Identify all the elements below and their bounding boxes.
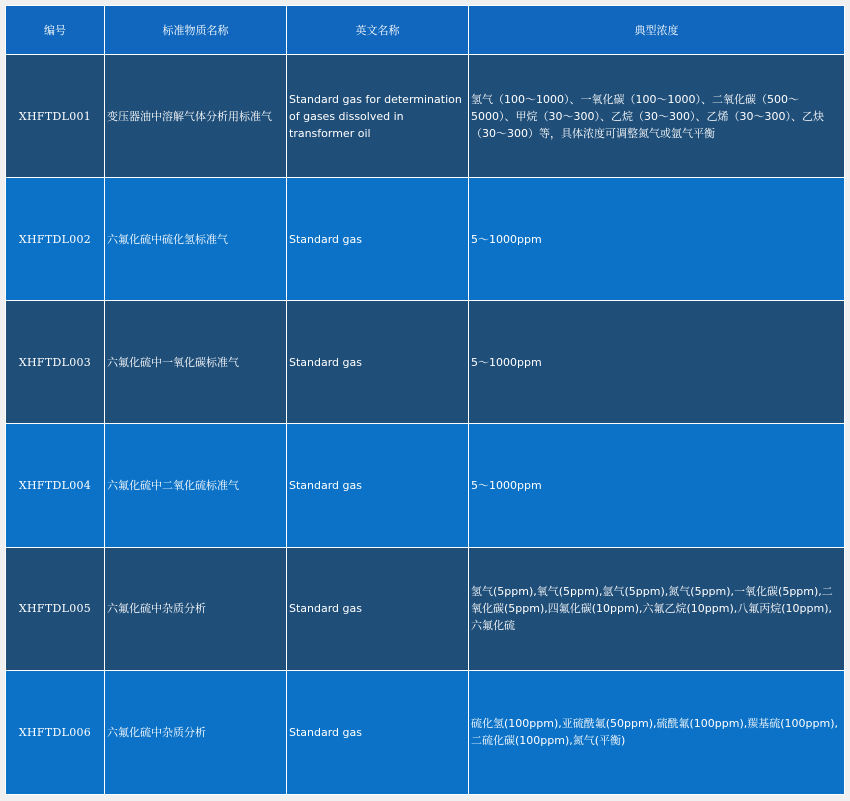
cell-concentration: 5～1000ppm	[469, 178, 845, 301]
table-row	[6, 547, 845, 670]
cell-english: Standard gas for determination of gases dissolved in transformer oil	[287, 55, 469, 178]
cell-code: XHFTDL006	[6, 670, 105, 794]
cell-name: 变压器油中溶解气体分析用标准气	[105, 55, 287, 178]
table-row	[6, 424, 845, 547]
cell-name: 六氟化硫中二氧化硫标准气	[105, 424, 287, 547]
cell-concentration: 5～1000ppm	[469, 301, 845, 424]
table-row	[6, 55, 845, 178]
cell-concentration: 氢气（100～1000）、一氧化碳（100～1000）、二氧化碳（500～5000）、甲烷（30～300）、乙烷（30～300）、乙烯（30～300）、乙炔（30～300）等，具体浓度可调整氮气或氩气平衡	[469, 55, 845, 178]
header-name: 标准物质名称	[105, 6, 287, 55]
cell-name: 六氟化硫中一氧化碳标准气	[105, 301, 287, 424]
cell-code: XHFTDL001	[6, 55, 105, 178]
cell-name: 六氟化硫中杂质分析	[105, 670, 287, 794]
table-body	[6, 55, 845, 795]
table-frame	[5, 5, 844, 795]
header-code: 编号	[6, 6, 105, 55]
table-row	[6, 301, 845, 424]
cell-english: Standard gas	[287, 178, 469, 301]
cell-english: Standard gas	[287, 301, 469, 424]
header-english-name: 英文名称	[287, 6, 469, 55]
cell-name: 六氟化硫中杂质分析	[105, 547, 287, 670]
header-row	[6, 6, 845, 55]
cell-code: XHFTDL003	[6, 301, 105, 424]
cell-concentration: 5～1000ppm	[469, 424, 845, 547]
gas-standards-table	[5, 5, 845, 795]
cell-concentration: 硫化氢(100ppm),亚硫酰氟(50ppm),硫酰氟(100ppm),羰基硫(100ppm),二硫化碳(100ppm),氮气(平衡)	[469, 670, 845, 794]
cell-english: Standard gas	[287, 670, 469, 794]
cell-english: Standard gas	[287, 424, 469, 547]
cell-code: XHFTDL004	[6, 424, 105, 547]
table-header	[6, 6, 845, 55]
header-concentration: 典型浓度	[469, 6, 845, 55]
table-row	[6, 670, 845, 794]
cell-code: XHFTDL002	[6, 178, 105, 301]
cell-concentration: 氢气(5ppm),氧气(5ppm),氩气(5ppm),氮气(5ppm),一氧化碳(5ppm),二氧化碳(5ppm),四氟化碳(10ppm),六氟乙烷(10ppm),八氟丙烷(10ppm),六氟化硫	[469, 547, 845, 670]
table-row	[6, 178, 845, 301]
cell-english: Standard gas	[287, 547, 469, 670]
cell-name: 六氟化硫中硫化氢标准气	[105, 178, 287, 301]
cell-code: XHFTDL005	[6, 547, 105, 670]
